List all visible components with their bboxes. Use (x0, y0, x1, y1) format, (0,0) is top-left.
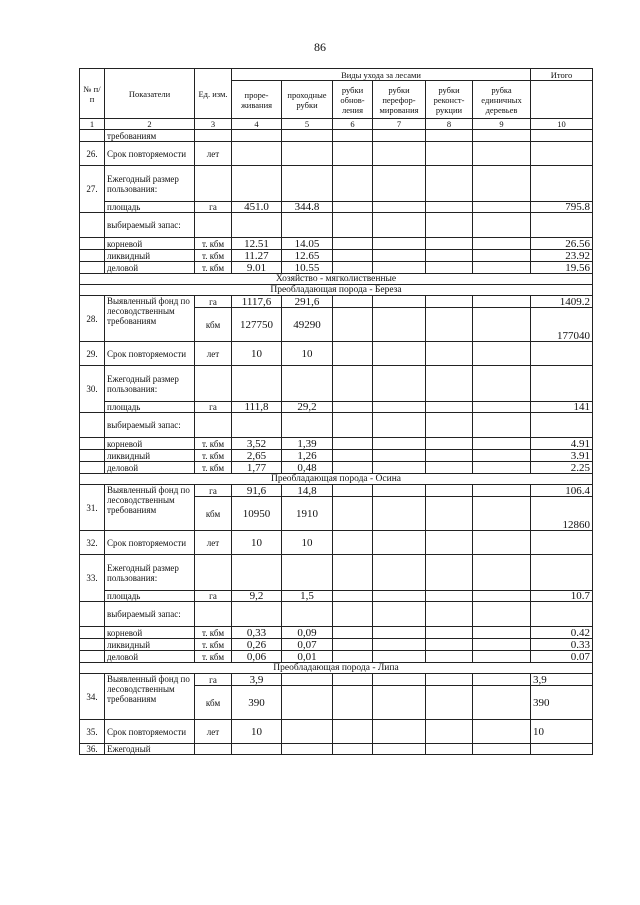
forest-care-table (79, 68, 593, 755)
table-row (80, 413, 593, 438)
value-thinning: 1117,6 (232, 296, 282, 308)
table-row (80, 602, 593, 627)
value-total: 3,9 (531, 674, 593, 686)
unit-cell: кбм (195, 308, 232, 342)
value-thinning: 0,33 (232, 627, 282, 639)
unit-cell: т. кбм (195, 438, 232, 450)
value-thinning: 91,6 (232, 485, 282, 497)
table-row (80, 438, 593, 450)
indicator-label: корневой (105, 238, 195, 250)
table-row (80, 674, 593, 686)
section-title: Преобладающая порода - Береза (80, 285, 593, 296)
table-row (80, 238, 593, 250)
value-thinning: 9,2 (232, 591, 282, 602)
value-thinning: 3,52 (232, 438, 282, 450)
value-total: 0.07 (531, 651, 593, 663)
unit-cell: т. кбм (195, 462, 232, 474)
value-thinning: 2,65 (232, 450, 282, 462)
row-number: 32. (80, 531, 105, 555)
header-num: № п/п (80, 69, 105, 119)
value-total: 10 (531, 720, 593, 744)
value-passage: 10 (282, 531, 333, 555)
value-passage: 1,5 (282, 591, 333, 602)
value-thinning: 0,06 (232, 651, 282, 663)
value-total: 23.92 (531, 250, 593, 262)
value-thinning: 3,9 (232, 674, 282, 686)
unit-cell: га (195, 485, 232, 497)
value-passage: 0,07 (282, 639, 333, 651)
value-passage: 1,26 (282, 450, 333, 462)
table-row (80, 296, 593, 308)
unit-cell: т. кбм (195, 262, 232, 274)
table-row (80, 213, 593, 238)
value-total: 2.25 (531, 462, 593, 474)
indicator-label: площадь (105, 402, 195, 413)
value-thinning: 10 (232, 342, 282, 366)
value-passage: 12.65 (282, 250, 333, 262)
table-row (80, 262, 593, 274)
value-passage: 29,2 (282, 402, 333, 413)
indicator-label: выбираемый запас: (105, 413, 195, 438)
value-thinning: 11.27 (232, 250, 282, 262)
value-passage: 49290 (282, 308, 333, 342)
value-passage: 0,01 (282, 651, 333, 663)
table-row (80, 250, 593, 262)
value-thinning: 451.0 (232, 202, 282, 213)
table-row (80, 342, 593, 366)
table-row (80, 402, 593, 413)
col-number: 6 (333, 119, 373, 130)
unit-cell: кбм (195, 686, 232, 720)
unit-cell: га (195, 296, 232, 308)
row-number: 33. (80, 555, 105, 602)
unit-cell: лет (195, 142, 232, 166)
unit-cell: га (195, 402, 232, 413)
value-total: 177040 (531, 308, 593, 342)
value-total: 106.4 (531, 485, 593, 497)
header-col-renewal: рубки обнов-ления (333, 81, 373, 119)
row-number: 31. (80, 485, 105, 531)
unit-cell: лет (195, 342, 232, 366)
unit-cell: т. кбм (195, 627, 232, 639)
value-passage: 14.05 (282, 238, 333, 250)
header-total-blank (531, 81, 593, 119)
value-total: 141 (531, 402, 593, 413)
header-col-single-trees: рубка единичных деревьев (473, 81, 531, 119)
value-total: 1409.2 (531, 296, 593, 308)
col-number: 5 (282, 119, 333, 130)
section-title: Преобладающая порода - Липа (80, 663, 593, 674)
indicator-label: деловой (105, 462, 195, 474)
value-thinning: 10 (232, 531, 282, 555)
header-col-reformation: рубки перефор-мирования (373, 81, 426, 119)
section-title: Хозяйство - мягколиственные (80, 274, 593, 285)
col-number: 3 (195, 119, 232, 130)
value-total: 4.91 (531, 438, 593, 450)
unit-cell: т. кбм (195, 651, 232, 663)
table-row (80, 366, 593, 402)
indicator-label: корневой (105, 627, 195, 639)
table-row (80, 639, 593, 651)
value-passage: 291,6 (282, 296, 333, 308)
value-thinning: 9.01 (232, 262, 282, 274)
indicator-label: Ежегодный размер пользования: (105, 555, 195, 591)
row-number: 28. (80, 296, 105, 342)
value-passage: 0,48 (282, 462, 333, 474)
unit-cell: т. кбм (195, 238, 232, 250)
unit-cell: лет (195, 720, 232, 744)
unit-cell: га (195, 202, 232, 213)
value-thinning: 0,26 (232, 639, 282, 651)
value-total: 26.56 (531, 238, 593, 250)
indicator-label: ликвидный (105, 250, 195, 262)
row-number: 34. (80, 674, 105, 720)
value-passage: 0,09 (282, 627, 333, 639)
value-total: 12860 (531, 497, 593, 531)
indicator-label: Выявленный фонд по лесоводственным требованиям (105, 674, 195, 720)
table-row (80, 166, 593, 202)
table-row (80, 130, 593, 142)
indicator-label: Ежегодный (105, 744, 195, 755)
indicator-label: выбираемый запас: (105, 602, 195, 627)
unit-cell: кбм (195, 497, 232, 531)
value-total: 0.42 (531, 627, 593, 639)
table-row (80, 555, 593, 591)
table-row (80, 485, 593, 497)
header-total: Итого (531, 69, 593, 81)
header-care-types: Виды ухода за лесами (232, 69, 531, 81)
indicator-label: Срок повторяемости (105, 142, 195, 166)
row-number: 35. (80, 720, 105, 744)
indicator-label: площадь (105, 202, 195, 213)
unit-cell: т. кбм (195, 250, 232, 262)
value-thinning: 390 (232, 686, 282, 720)
header-col-reconstruction: рубки реконст-рукции (426, 81, 473, 119)
value-total: 0.33 (531, 639, 593, 651)
col-number: 4 (232, 119, 282, 130)
indicator-label: Выявленный фонд по лесоводственным требованиям (105, 485, 195, 531)
indicator-label: Срок повторяемости (105, 720, 195, 744)
row-number: 26. (80, 142, 105, 166)
value-thinning: 10950 (232, 497, 282, 531)
value-total: 390 (531, 686, 593, 720)
header-unit: Ед. изм. (195, 69, 232, 119)
indicator-label: Срок повторяемости (105, 342, 195, 366)
row-number: 29. (80, 342, 105, 366)
indicator-label: ликвидный (105, 450, 195, 462)
indicator-label: Выявленный фонд по лесоводственным требованиям (105, 296, 195, 342)
table-row (80, 591, 593, 602)
value-passage: 10.55 (282, 262, 333, 274)
header-col-passage: проходные рубки (282, 81, 333, 119)
indicator-label: Срок повторяемости (105, 531, 195, 555)
value-thinning: 127750 (232, 308, 282, 342)
value-passage: 1910 (282, 497, 333, 531)
value-total: 19.56 (531, 262, 593, 274)
unit-cell: т. кбм (195, 450, 232, 462)
table-row (80, 450, 593, 462)
value-thinning: 1,77 (232, 462, 282, 474)
col-number: 9 (473, 119, 531, 130)
indicator-label: корневой (105, 438, 195, 450)
table-row (80, 462, 593, 474)
unit-cell: лет (195, 531, 232, 555)
col-number: 2 (105, 119, 195, 130)
value-total: 10.7 (531, 591, 593, 602)
value-thinning: 10 (232, 720, 282, 744)
indicator-label: Ежегодный размер пользования: (105, 366, 195, 402)
section-title: Преобладающая порода - Осина (80, 474, 593, 485)
unit-cell: га (195, 591, 232, 602)
value-passage: 14,8 (282, 485, 333, 497)
table-row (80, 202, 593, 213)
row-number: 30. (80, 366, 105, 413)
indicator-label: ликвидный (105, 639, 195, 651)
value-passage: 1,39 (282, 438, 333, 450)
col-number: 8 (426, 119, 473, 130)
value-total: 3.91 (531, 450, 593, 462)
indicator-label: выбираемый запас: (105, 213, 195, 238)
value-passage: 344.8 (282, 202, 333, 213)
indicator-label: площадь (105, 591, 195, 602)
table-row (80, 531, 593, 555)
table-row (80, 720, 593, 744)
indicator-label: Ежегодный размер пользования: (105, 166, 195, 202)
indicator-label: требованиям (105, 130, 195, 142)
table-row (80, 651, 593, 663)
col-number: 10 (531, 119, 593, 130)
value-thinning: 12.51 (232, 238, 282, 250)
table-row (80, 627, 593, 639)
value-total: 795.8 (531, 202, 593, 213)
row-number: 27. (80, 166, 105, 213)
row-number: 36. (80, 744, 105, 755)
page-number: 86 (314, 40, 326, 54)
table-row (80, 142, 593, 166)
value-thinning: 111,8 (232, 402, 282, 413)
indicator-label: деловой (105, 262, 195, 274)
value-passage: 10 (282, 342, 333, 366)
indicator-label: деловой (105, 651, 195, 663)
header-col-thinning: прорe-живания (232, 81, 282, 119)
header-indicator: Показатели (105, 69, 195, 119)
unit-cell: га (195, 674, 232, 686)
numbering-row (80, 119, 593, 130)
unit-cell: т. кбм (195, 639, 232, 651)
col-number: 1 (80, 119, 105, 130)
table-row (80, 744, 593, 755)
col-number: 7 (373, 119, 426, 130)
